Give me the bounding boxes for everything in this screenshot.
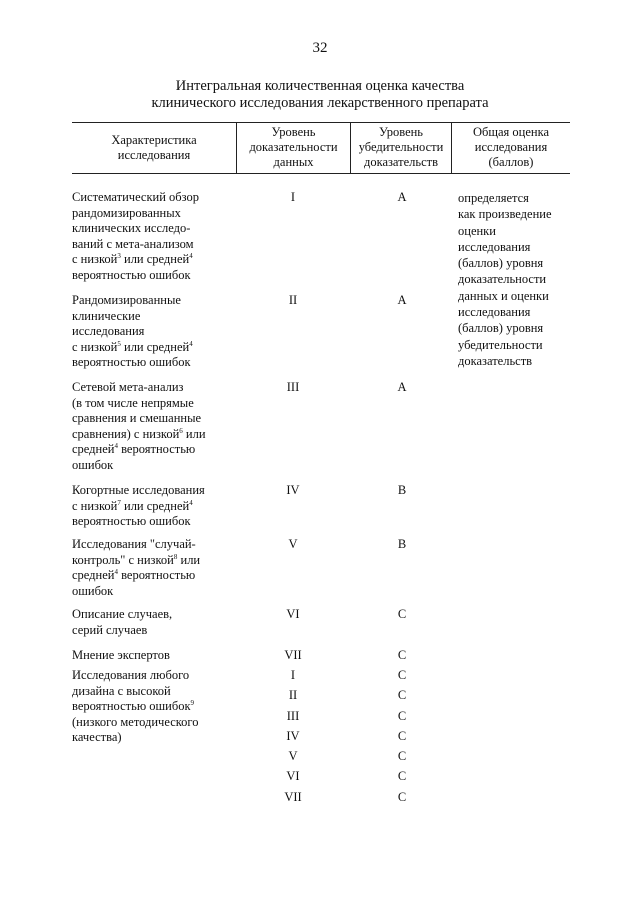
evidence-level: V	[288, 537, 298, 551]
desc-line: сравнения) с низкой$^6$ или	[72, 426, 206, 441]
table-row-description	[72, 380, 237, 473]
header-text: (баллов)	[488, 155, 534, 169]
desc-line: Описание случаев,	[72, 607, 173, 621]
persuasiveness-grade: C	[397, 769, 407, 784]
table-row-description	[72, 190, 237, 283]
desc-line: исследования	[72, 324, 145, 338]
table-row-description	[72, 483, 237, 530]
desc-line: качества)	[72, 730, 122, 744]
note-line: исследования	[458, 239, 531, 254]
header-text: Уровень	[378, 125, 424, 139]
desc-line: клинических исследо-	[72, 221, 191, 235]
evidence-level: VI	[286, 607, 300, 621]
persuasiveness-grade: C	[397, 728, 407, 743]
desc-line: Исследования любого	[72, 668, 190, 682]
note-line: (баллов) уровня	[458, 256, 544, 271]
header-text: Уровень	[271, 125, 316, 139]
evidence-level: III	[286, 708, 300, 723]
title-line-1: Интегральная количественная оценка качества	[175, 78, 465, 94]
evidence-level-list	[263, 668, 323, 810]
note-line: оценки	[458, 223, 496, 238]
evidence-level: IV	[286, 483, 300, 497]
desc-line: Исследования "случай-	[72, 537, 196, 551]
evidence-level: VII	[284, 648, 302, 662]
header-text: исследования	[117, 148, 191, 162]
note-line: доказательств	[458, 353, 533, 368]
desc-line: вероятностью ошибок	[72, 514, 191, 528]
persuasiveness-grade: A	[397, 293, 407, 307]
persuasiveness-grade: B	[397, 537, 407, 551]
evidence-level: IV	[286, 728, 300, 743]
persuasiveness-grade: C	[397, 607, 407, 621]
note-line: (баллов) уровня	[458, 321, 544, 336]
desc-line: клинические	[72, 308, 141, 323]
evidence-level: VI	[286, 769, 300, 784]
header-text: убедительности	[358, 140, 444, 154]
note-line: убедительности	[458, 337, 543, 352]
desc-line: Когортные исследования	[72, 483, 205, 497]
evidence-level: II	[288, 293, 298, 307]
persuasiveness-grade: C	[397, 789, 407, 804]
evidence-level: VII	[284, 789, 302, 804]
table-row-description	[72, 293, 237, 371]
table-row-description	[72, 607, 237, 638]
persuasiveness-grade: C	[397, 749, 407, 764]
evidence-level: II	[288, 688, 298, 703]
desc-line: вероятностью ошибок	[72, 355, 191, 369]
persuasiveness-grade: C	[397, 708, 407, 723]
table-row-description	[72, 537, 237, 599]
header-characteristic	[72, 133, 236, 163]
evidence-level: III	[286, 380, 300, 394]
persuasiveness-grade: A	[397, 190, 407, 204]
desc-line: Сетевой мета-анализ	[72, 380, 184, 394]
header-text: Характеристика	[111, 133, 197, 147]
desc-line: Систематический обзор	[72, 190, 200, 204]
desc-line: ваний с мета-анализом	[72, 236, 194, 251]
page-title	[0, 78, 640, 112]
desc-line: (низкого методического	[72, 714, 199, 729]
desc-line: вероятностью ошибок	[72, 267, 191, 282]
table-row-description	[72, 648, 237, 664]
desc-line: средней$^4$ вероятностью	[72, 568, 196, 582]
desc-line: дизайна с высокой	[72, 683, 171, 698]
header-text: доказательности	[249, 140, 338, 154]
table-top-rule	[72, 122, 570, 123]
desc-line: Рандомизированные	[72, 293, 181, 307]
desc-line: средней$^4$ вероятностью	[72, 442, 196, 456]
desc-line: вероятностью ошибок$^9$	[72, 699, 195, 713]
table-row-description	[72, 668, 237, 746]
header-overall-score	[452, 125, 570, 170]
table-header-rule	[72, 173, 570, 174]
persuasiveness-grade: B	[397, 483, 407, 497]
note-line: определяется	[458, 191, 529, 205]
desc-line: серий случаев	[72, 622, 148, 637]
title-line-2: клинического исследования лекарственного препарата	[151, 95, 489, 111]
desc-line: Мнение экспертов	[72, 648, 170, 662]
header-text: Общая оценка	[472, 125, 550, 139]
desc-line: сравнения и смешанные	[72, 411, 202, 425]
persuasiveness-grade: C	[397, 668, 407, 682]
page-number: 32	[312, 40, 328, 56]
note-line: данных и оценки	[458, 288, 549, 303]
desc-line: с низкой$^5$ или средней$^4$	[72, 339, 193, 354]
header-evidence-level	[237, 125, 350, 170]
overall-score-note	[458, 190, 570, 369]
evidence-level: I	[290, 190, 296, 204]
desc-line: с низкой$^7$ или средней$^4$	[72, 498, 193, 513]
persuasiveness-grade: C	[397, 648, 407, 662]
desc-line: рандомизированных	[72, 205, 181, 220]
persuasiveness-grade: C	[397, 688, 407, 703]
desc-line: ошибок	[72, 583, 114, 598]
note-line: исследования	[458, 305, 531, 320]
evidence-level: I	[290, 668, 296, 682]
persuasiveness-grade: A	[397, 380, 407, 394]
desc-line: контроль" с низкой$^8$ или	[72, 552, 201, 567]
header-text: исследования	[474, 140, 548, 154]
desc-line: с низкой$^3$ или средней$^4$	[72, 252, 193, 266]
persuasiveness-grade-list	[372, 668, 432, 810]
desc-line: ошибок	[72, 457, 114, 472]
evidence-level: V	[288, 749, 298, 764]
header-text: данных	[273, 155, 314, 169]
desc-line: (в том числе непрямые	[72, 395, 194, 410]
note-line: как произведение	[458, 207, 552, 222]
note-line: доказательности	[458, 272, 547, 287]
header-persuasiveness-level	[351, 125, 451, 170]
header-text: доказательств	[363, 155, 439, 169]
